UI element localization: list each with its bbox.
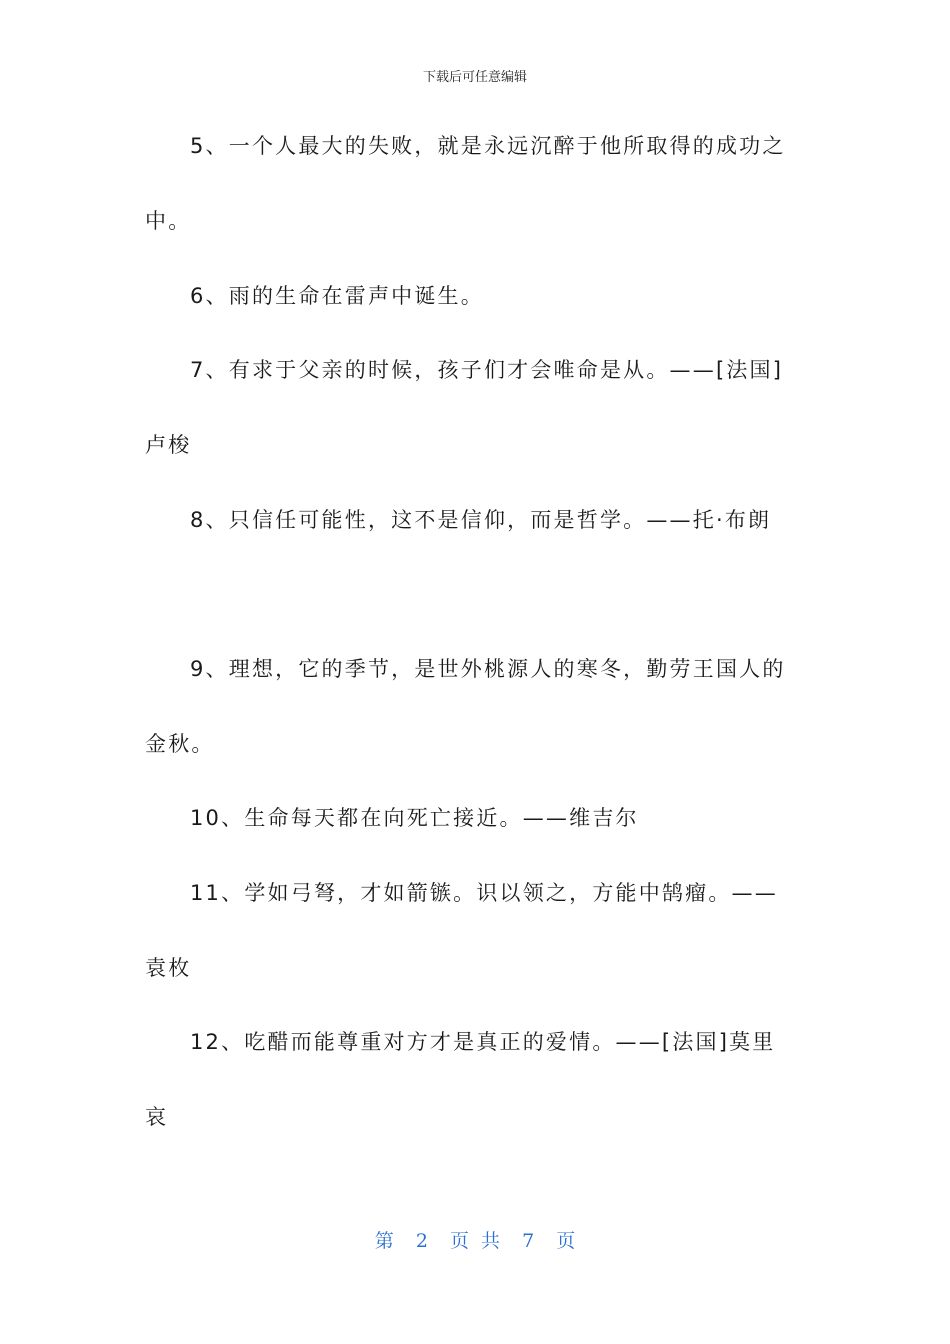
quote-8: 8、只信任可能性，这不是信仰，而是哲学。——托·布朗 <box>190 508 772 532</box>
quote-7-line-1: 7、有求于父亲的时候，孩子们才会唯命是从。——[法国] <box>190 358 784 382</box>
quote-6: 6、雨的生命在雷声中诞生。 <box>190 284 484 308</box>
quote-5-line-2: 中。 <box>145 209 192 233</box>
quote-9-line-1: 9、理想，它的季节，是世外桃源人的寒冬，勤劳王国人的 <box>190 657 786 681</box>
quote-7-line-2: 卢梭 <box>145 433 192 457</box>
footer-total-pages: 7 <box>522 1230 535 1252</box>
footer-mid: 页 共 <box>449 1230 501 1252</box>
quote-11-line-2: 袁枚 <box>145 956 192 980</box>
page-footer <box>0 1226 950 1253</box>
quote-11-line-1: 11、学如弓弩，才如箭镞。识以领之，方能中鹄瘤。—— <box>190 881 778 905</box>
page-header: 下载后可任意编辑 <box>422 70 527 85</box>
footer-page-number: 2 <box>415 1230 428 1252</box>
footer-suffix: 页 <box>556 1230 576 1252</box>
quote-5-line-1: 5、一个人最大的失败，就是永远沉醉于他所取得的成功之 <box>190 134 786 158</box>
quote-10: 10、生命每天都在向死亡接近。——维吉尔 <box>190 806 639 830</box>
footer-prefix: 第 <box>374 1230 394 1252</box>
quote-9-line-2: 金秋。 <box>145 732 215 756</box>
quote-12-line-2: 哀 <box>145 1105 169 1129</box>
quote-12-line-1: 12、吃醋而能尊重对方才是真正的爱情。——[法国]莫里 <box>190 1030 776 1054</box>
